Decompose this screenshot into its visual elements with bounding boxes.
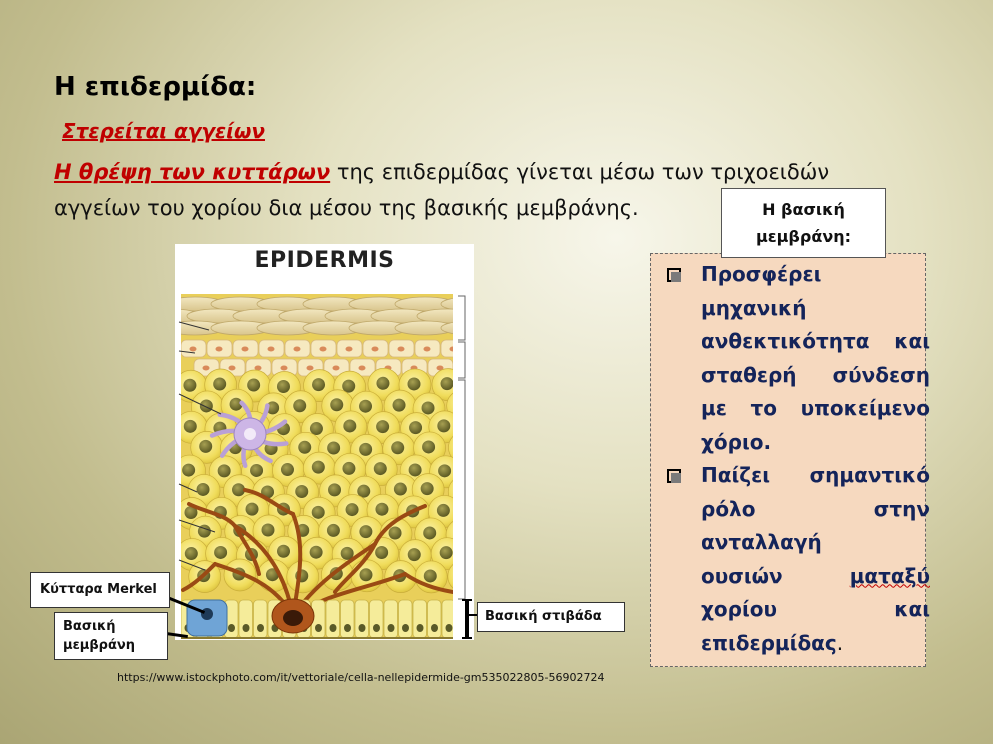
basal-cell: [355, 600, 369, 638]
illustration-title: EPIDERMIS: [254, 248, 395, 273]
keratinocyte-nucleus: [298, 441, 311, 454]
keratinocyte-nucleus: [376, 377, 389, 390]
keratinocyte-nucleus: [409, 421, 422, 434]
keratinocyte-nucleus: [184, 420, 197, 433]
keratinocyte-nucleus: [197, 483, 210, 496]
granular-nucleus: [216, 347, 223, 352]
keratinocyte-nucleus: [185, 547, 198, 560]
basal-nucleus: [257, 624, 264, 632]
basal-nucleus: [417, 624, 424, 632]
keratinocyte-nucleus: [346, 503, 359, 516]
paragraph-line-1: [54, 154, 934, 190]
basal-cell: [239, 600, 253, 638]
keratinocyte-nucleus: [261, 524, 274, 537]
granular-nucleus: [242, 347, 249, 352]
keratinocyte-nucleus: [310, 546, 323, 559]
keratinocyte-nucleus: [359, 525, 372, 538]
keratinocyte-nucleus: [376, 420, 389, 433]
keratinocyte-nucleus: [327, 441, 340, 454]
keratinocyte-nucleus: [281, 463, 294, 476]
keratinocyte-nucleus: [359, 443, 372, 456]
keratinocyte-nucleus: [440, 546, 453, 559]
keratinocyte-nucleus: [423, 526, 436, 539]
keratinocyte-nucleus: [457, 484, 470, 497]
keratinocyte-nucleus: [200, 399, 213, 412]
basal-cell: [442, 600, 456, 638]
keratinocyte-nucleus: [277, 545, 290, 558]
keratinocyte-nucleus: [328, 483, 341, 496]
granular-nucleus: [333, 366, 340, 371]
keratinocyte-nucleus: [330, 398, 343, 411]
basal-layer-label: Βασική στιβάδα: [477, 602, 625, 632]
basal-nucleus: [402, 624, 409, 632]
keratinocyte-nucleus: [312, 506, 325, 519]
basal-nucleus: [431, 624, 438, 632]
corneum-scale: [175, 321, 179, 335]
granular-nucleus: [229, 366, 236, 371]
basal-nucleus: [446, 624, 453, 632]
basal-nucleus: [344, 624, 351, 632]
keratinocyte-nucleus: [293, 399, 306, 412]
keratinocyte-nucleus: [250, 464, 263, 477]
keratinocyte-nucleus: [421, 482, 434, 495]
basal-cell: [370, 600, 384, 638]
basal-cell: [428, 600, 442, 638]
keratinocyte-nucleus: [407, 377, 420, 390]
keratinocyte-nucleus: [455, 527, 468, 540]
keratinocyte-nucleus: [389, 527, 402, 540]
paragraph-text: της επιδερμίδας γίνεται μέσω των τριχοειδών: [330, 160, 830, 184]
keratinocyte-nucleus: [456, 569, 469, 582]
keratinocyte-nucleus: [394, 483, 407, 496]
basal-cell: [413, 600, 427, 638]
checkbox-bullet-icon: [667, 469, 681, 483]
keratinocyte-nucleus: [438, 464, 451, 477]
basal-membrane-label: Βασική μεμβράνη: [54, 612, 168, 660]
keratinocyte-nucleus: [312, 378, 325, 391]
langerhans-nucleus: [244, 428, 256, 440]
keratinocyte-nucleus: [342, 462, 355, 475]
granular-nucleus: [268, 347, 275, 352]
keratinocyte-nucleus: [247, 379, 260, 392]
basal-cell: [254, 600, 268, 638]
granular-nucleus: [346, 347, 353, 352]
granular-cell: [441, 340, 466, 357]
granular-nucleus: [294, 347, 301, 352]
keratinocyte-nucleus: [375, 546, 388, 559]
keratinocyte-nucleus: [183, 379, 196, 392]
granular-nucleus: [398, 347, 405, 352]
basal-nucleus: [373, 624, 380, 632]
keratinocyte-nucleus: [422, 401, 435, 414]
keratinocyte-nucleus: [391, 441, 404, 454]
keratinocyte-nucleus: [393, 399, 406, 412]
keratinocyte-nucleus: [218, 464, 231, 477]
granular-nucleus: [424, 347, 431, 352]
granular-nucleus: [359, 366, 366, 371]
source-url: https://www.istockphoto.com/it/vettoriale/cella-nellepidermide-gm535022805-56902724: [117, 671, 605, 684]
basal-cell: [399, 600, 413, 638]
granular-nucleus: [320, 347, 327, 352]
basal-nucleus: [388, 624, 395, 632]
granular-cell: [454, 359, 474, 376]
slide-title: Η επιδερμίδα:: [54, 72, 257, 102]
melanocyte-nucleus: [283, 610, 303, 626]
keratinocyte-nucleus: [408, 548, 421, 561]
keratinocyte-nucleus: [457, 440, 470, 453]
keratinocyte-nucleus: [441, 377, 454, 390]
bullet-text: Παίζει σημαντικό ρόλο στην ανταλλαγή ουσιών ματαξύ χορίου και επιδερμίδας.: [701, 463, 930, 655]
keratinocyte-nucleus: [246, 503, 259, 516]
merkel-cells-label: Κύτταρα Merkel: [30, 572, 170, 608]
keratinocyte-nucleus: [342, 380, 355, 393]
basal-cell: [341, 600, 355, 638]
keratinocyte-nucleus: [455, 398, 468, 411]
keratinocyte-nucleus: [374, 462, 387, 475]
slide-subtitle: Στερείται αγγείων: [62, 119, 265, 143]
keratinocyte-nucleus: [310, 422, 323, 435]
keratinocyte-nucleus: [437, 419, 450, 432]
corneum-scale: [175, 297, 179, 311]
basal-nucleus: [330, 624, 337, 632]
bullet-text: Προσφέρει μηχανική ανθεκτικότητα και σταθερή σύνδεση με το υποκείμενο χόριο.: [701, 262, 930, 454]
paragraph-highlight: Η θρέψη των κυττάρων: [54, 160, 331, 184]
granular-nucleus: [450, 347, 457, 352]
keratinocyte-nucleus: [182, 464, 195, 477]
checkbox-bullet-icon: [667, 268, 681, 282]
basal-cell: [384, 600, 398, 638]
granular-nucleus: [281, 366, 288, 371]
keratinocyte-nucleus: [375, 503, 388, 516]
keratinocyte-nucleus: [343, 419, 356, 432]
keratinocyte-nucleus: [295, 485, 308, 498]
granular-nucleus: [463, 366, 470, 371]
granular-nucleus: [372, 347, 379, 352]
keratinocyte-nucleus: [213, 377, 226, 390]
keratinocyte-nucleus: [437, 504, 450, 517]
keratinocyte-nucleus: [312, 461, 325, 474]
basal-cell: [326, 600, 340, 638]
basal-nucleus: [315, 624, 322, 632]
keratinocyte-nucleus: [199, 440, 212, 453]
keratinocyte-nucleus: [277, 380, 290, 393]
epidermis-illustration: [175, 244, 474, 640]
epidermis-diagram: [175, 244, 474, 640]
basal-nucleus: [243, 624, 250, 632]
granular-nucleus: [190, 347, 197, 352]
granular-nucleus: [307, 366, 314, 371]
keratinocyte-nucleus: [214, 546, 227, 559]
basal-nucleus: [228, 624, 235, 632]
granular-nucleus: [203, 366, 210, 371]
keratinocyte-nucleus: [409, 463, 422, 476]
basement-membrane-box: [650, 253, 930, 667]
keratinocyte-nucleus: [359, 568, 372, 581]
paragraph-line-2: αγγείων του χορίου δια μέσου της βασικής μεμβράνης.: [54, 196, 639, 220]
keratinocyte-nucleus: [422, 440, 435, 453]
basement-membrane-title: Η βασική μεμβράνη:: [721, 188, 886, 258]
keratinocyte-nucleus: [327, 524, 340, 537]
keratinocyte-nucleus: [359, 400, 372, 413]
keratinocyte-nucleus: [424, 569, 437, 582]
basal-nucleus: [359, 624, 366, 632]
